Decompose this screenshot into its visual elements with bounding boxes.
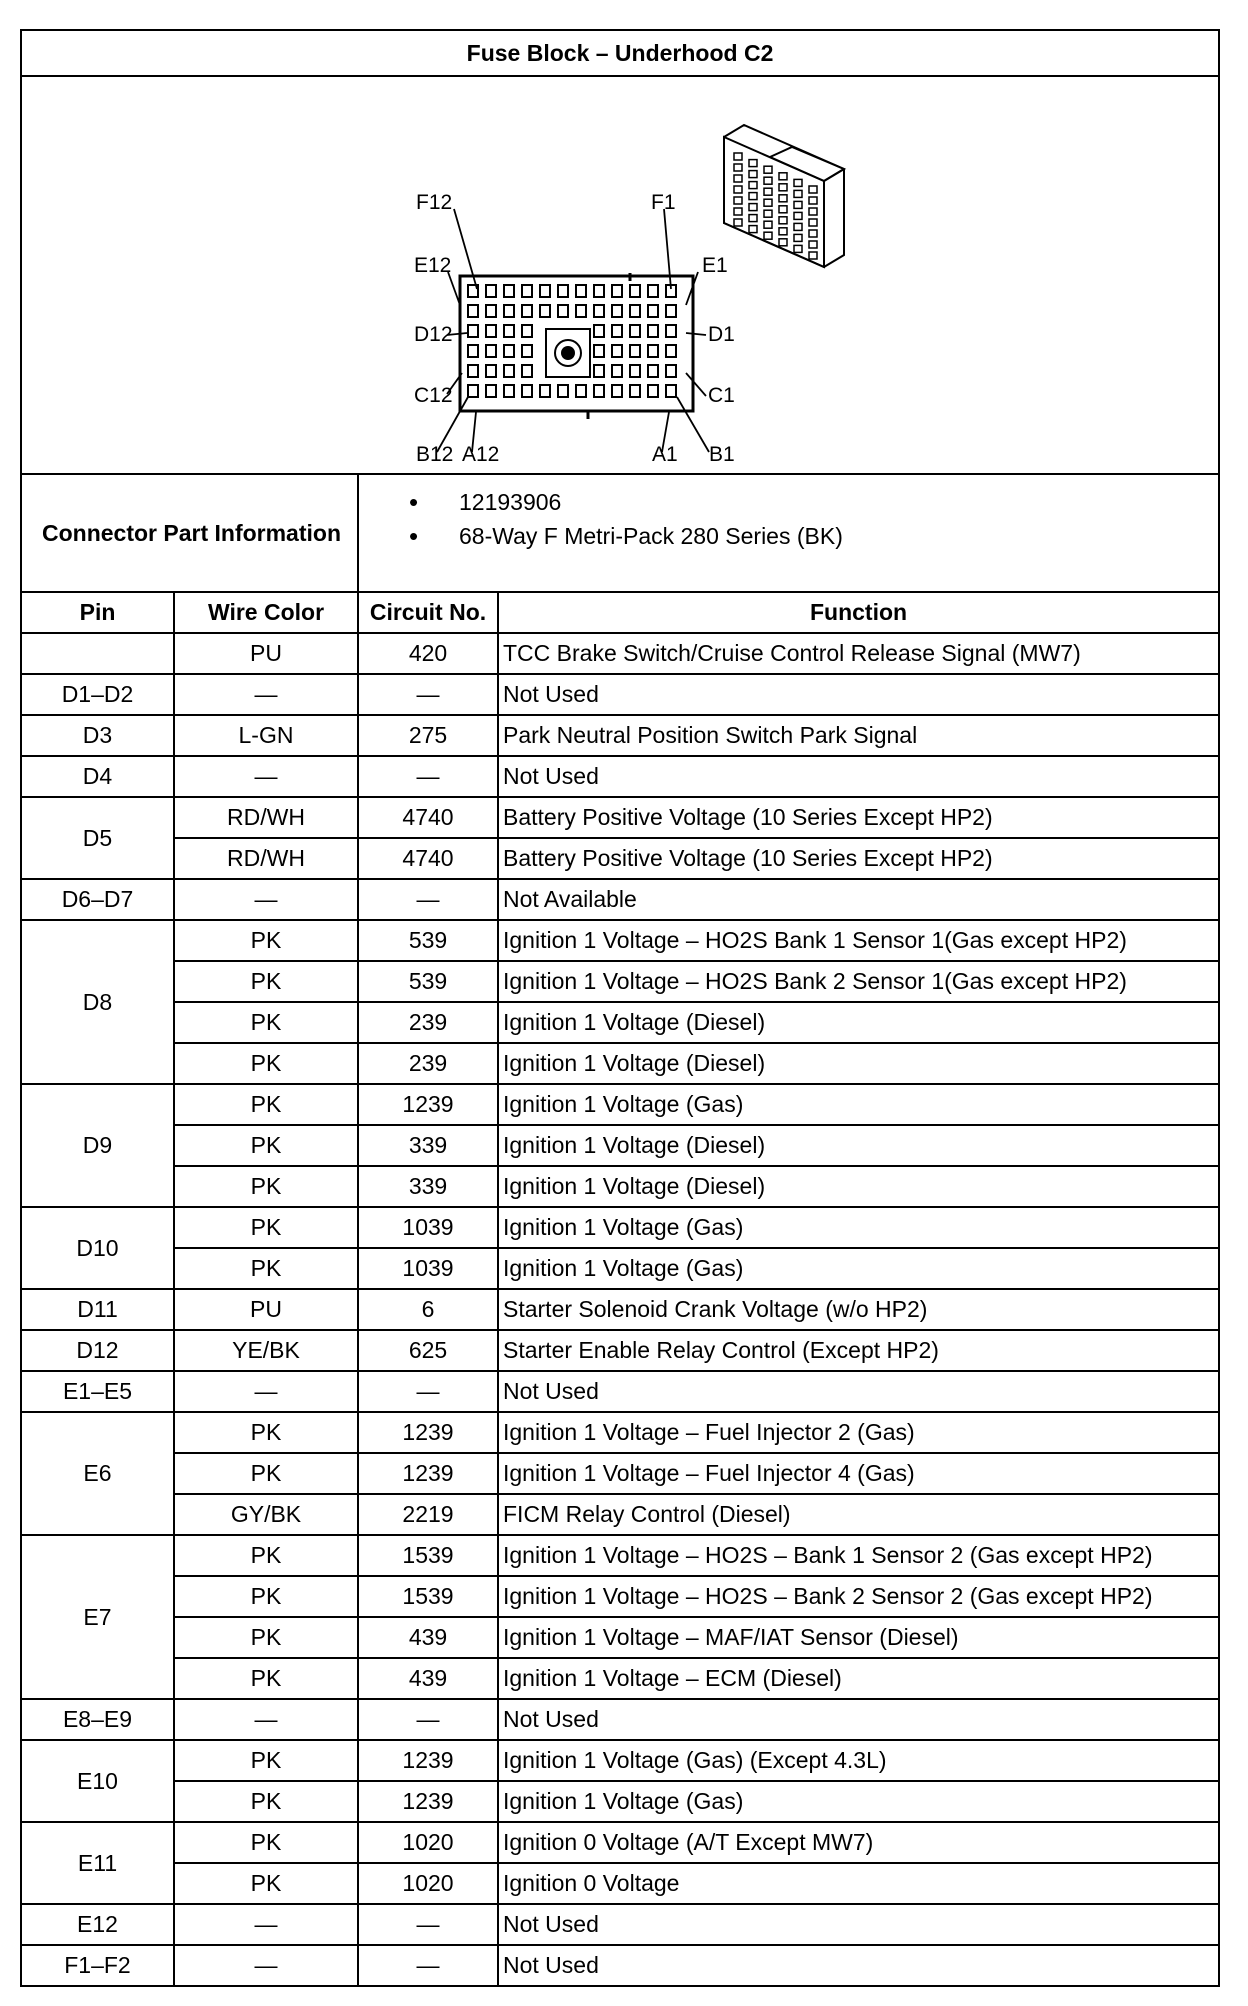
table-row [21,1002,1219,1043]
table-row [21,920,1219,961]
function-cell: Park Neutral Position Switch Park Signal [498,715,1219,756]
function-cell: Ignition 0 Voltage [498,1863,1219,1904]
label-b12: B12 [416,443,454,466]
function-cell: Not Used [498,674,1219,715]
circuit-cell: 1020 [358,1863,498,1904]
iso-cavity [794,190,802,197]
function-cell: Not Used [498,1945,1219,1986]
table-row [21,961,1219,1002]
table-row [21,797,1219,838]
iso-cavity [734,175,742,182]
connector-3d-illustration [724,125,844,267]
function-cell: Ignition 1 Voltage (Diesel) [498,1002,1219,1043]
wire-color-cell: PK [174,1453,358,1494]
iso-cavity [734,208,742,215]
cavity [522,325,532,337]
iso-cavity [764,177,772,184]
wire-color-cell: PK [174,1125,358,1166]
function-cell: Not Used [498,1699,1219,1740]
table-row [21,1084,1219,1125]
cavity [612,385,622,397]
cavity [666,345,676,357]
pin-cell: D5 [21,797,174,879]
circuit-cell: — [358,879,498,920]
circuit-cell: 439 [358,1617,498,1658]
cavity [468,385,478,397]
column-header-wire-color: Wire Color [174,592,358,633]
circuit-cell: 1020 [358,1822,498,1863]
cavity [486,385,496,397]
table-row [21,1740,1219,1781]
cavity [594,285,604,297]
function-cell: Ignition 1 Voltage (Gas) [498,1084,1219,1125]
wire-color-cell: PK [174,1412,358,1453]
table-row [21,1166,1219,1207]
cavity [630,325,640,337]
function-cell: Ignition 1 Voltage (Gas) [498,1781,1219,1822]
connector-info-label: Connector Part Information [21,474,358,592]
cavity [558,285,568,297]
cavity [468,305,478,317]
cavity [504,345,514,357]
iso-cavity [779,173,787,180]
function-cell: Ignition 1 Voltage (Gas) [498,1207,1219,1248]
pin-cell: D1–D2 [21,674,174,715]
cavity [576,385,586,397]
pin-cell: E8–E9 [21,1699,174,1740]
wire-color-cell: — [174,1945,358,1986]
circuit-cell: 1039 [358,1207,498,1248]
cavity [486,365,496,377]
wire-color-cell: PK [174,1248,358,1289]
wire-color-cell: — [174,1371,358,1412]
cavity [540,385,550,397]
label-c12: C12 [414,384,453,407]
cavity [468,345,478,357]
function-cell: Battery Positive Voltage (10 Series Except HP2) [498,797,1219,838]
function-cell: TCC Brake Switch/Cruise Control Release Signal (MW7) [498,633,1219,674]
cavity [630,345,640,357]
circuit-cell: 275 [358,715,498,756]
circuit-cell: 439 [358,1658,498,1699]
cavity [540,285,550,297]
wire-color-cell: PK [174,1740,358,1781]
table-row [21,1412,1219,1453]
circuit-cell: 339 [358,1125,498,1166]
cavity [576,305,586,317]
iso-cavity [794,223,802,230]
cavity [630,305,640,317]
iso-cavity [749,226,757,233]
cavity [594,345,604,357]
wire-color-cell: PK [174,1166,358,1207]
table-row [21,633,1219,674]
sheet-title: Fuse Block – Underhood C2 [21,30,1219,76]
pin-cell: E7 [21,1535,174,1699]
function-cell: Ignition 1 Voltage (Gas) [498,1248,1219,1289]
label-f12: F12 [416,191,453,214]
label-e1: E1 [702,254,728,277]
circuit-cell: 239 [358,1002,498,1043]
iso-cavity [779,184,787,191]
cavity [522,305,532,317]
iso-cavity [779,217,787,224]
cavity [648,365,658,377]
cavity [594,365,604,377]
iso-cavity [794,245,802,252]
function-cell: Not Used [498,1904,1219,1945]
cavity [612,285,622,297]
cavity [558,305,568,317]
function-cell: Ignition 1 Voltage (Diesel) [498,1166,1219,1207]
cavity [648,285,658,297]
iso-cavity [809,219,817,226]
pin-cell: E6 [21,1412,174,1535]
function-cell: Ignition 1 Voltage (Diesel) [498,1043,1219,1084]
label-d12: D12 [414,323,453,346]
wire-color-cell: YE/BK [174,1330,358,1371]
table-row [21,1330,1219,1371]
column-header-function: Function [498,592,1219,633]
cavity [666,325,676,337]
iso-cavity [734,164,742,171]
label-d1: D1 [708,323,735,346]
wire-color-cell: — [174,756,358,797]
wire-color-cell: PK [174,1658,358,1699]
circuit-cell: 1239 [358,1412,498,1453]
cavity [504,305,514,317]
cavity [612,325,622,337]
circuit-cell: — [358,1904,498,1945]
circuit-cell: — [358,674,498,715]
circuit-cell: 1239 [358,1453,498,1494]
circuit-cell: 4740 [358,838,498,879]
cavity [612,345,622,357]
cavity [504,285,514,297]
pin-cell: E11 [21,1822,174,1904]
table-row [21,1125,1219,1166]
wire-color-cell: PK [174,1207,358,1248]
circuit-cell: 420 [358,633,498,674]
iso-cavity [779,195,787,202]
table-row [21,1043,1219,1084]
function-cell: Ignition 1 Voltage – HO2S Bank 2 Sensor 1(Gas except HP2) [498,961,1219,1002]
circuit-cell: 339 [358,1166,498,1207]
circuit-cell: 1539 [358,1576,498,1617]
circuit-cell: — [358,1699,498,1740]
wire-color-cell: PK [174,1043,358,1084]
column-header-pin: Pin [21,592,174,633]
circuit-cell: 1239 [358,1740,498,1781]
cavity [540,305,550,317]
iso-cavity [749,160,757,167]
cavity [576,285,586,297]
iso-cavity [749,171,757,178]
table-row [21,1617,1219,1658]
circuit-cell: 239 [358,1043,498,1084]
cavity [594,385,604,397]
function-cell: Starter Solenoid Crank Voltage (w/o HP2) [498,1289,1219,1330]
cavity [522,345,532,357]
cavity [504,385,514,397]
function-cell: Starter Enable Relay Control (Except HP2) [498,1330,1219,1371]
circuit-cell: 4740 [358,797,498,838]
table-row [21,1576,1219,1617]
wire-color-cell: PK [174,1781,358,1822]
wire-color-cell: — [174,1699,358,1740]
pin-cell: E1–E5 [21,1371,174,1412]
circuit-cell: 539 [358,920,498,961]
function-cell: Ignition 1 Voltage (Gas) (Except 4.3L) [498,1740,1219,1781]
connector-diagram [21,76,1219,474]
function-cell: Battery Positive Voltage (10 Series Except HP2) [498,838,1219,879]
cavity [468,365,478,377]
table-row [21,1248,1219,1289]
wire-color-cell: — [174,879,358,920]
cavity [666,365,676,377]
wire-color-cell: L-GN [174,715,358,756]
pin-cell: D6–D7 [21,879,174,920]
wire-color-cell: — [174,674,358,715]
cavity [486,285,496,297]
cavity [648,305,658,317]
table-row [21,879,1219,920]
cavity [648,345,658,357]
pin-cell: D3 [21,715,174,756]
table-row [21,1822,1219,1863]
table-row [21,715,1219,756]
iso-cavity [734,153,742,160]
table-row [21,1658,1219,1699]
label-f1: F1 [651,191,676,214]
cavity [630,285,640,297]
function-cell: Ignition 0 Voltage (A/T Except MW7) [498,1822,1219,1863]
iso-cavity [809,241,817,248]
cavity [522,365,532,377]
circuit-cell: 625 [358,1330,498,1371]
function-cell: Not Used [498,756,1219,797]
wire-color-cell: PU [174,633,358,674]
iso-cavity [779,228,787,235]
circuit-cell: — [358,756,498,797]
function-cell: Ignition 1 Voltage – HO2S Bank 1 Sensor 1(Gas except HP2) [498,920,1219,961]
cavity [594,325,604,337]
function-cell: Not Available [498,879,1219,920]
function-cell: Ignition 1 Voltage – ECM (Diesel) [498,1658,1219,1699]
pin-cell: F1–F2 [21,1945,174,1986]
iso-cavity [794,201,802,208]
function-cell: Ignition 1 Voltage – Fuel Injector 2 (Gas) [498,1412,1219,1453]
wire-color-cell: PK [174,961,358,1002]
table-row [21,1371,1219,1412]
wire-color-cell: PK [174,1617,358,1658]
pin-cell: E10 [21,1740,174,1822]
wire-color-cell: PK [174,1863,358,1904]
label-a1: A1 [652,443,678,466]
cavity [468,325,478,337]
circuit-cell: 6 [358,1289,498,1330]
table-row [21,1904,1219,1945]
cavity [522,285,532,297]
iso-cavity [764,188,772,195]
function-cell: Ignition 1 Voltage – HO2S – Bank 1 Sensor 2 (Gas except HP2) [498,1535,1219,1576]
cavity [612,365,622,377]
pin-cell: D12 [21,1330,174,1371]
label-b1: B1 [709,443,735,466]
label-c1: C1 [708,384,735,407]
table-row [21,1781,1219,1822]
iso-cavity [734,186,742,193]
function-cell: Ignition 1 Voltage – HO2S – Bank 2 Sensor 2 (Gas except HP2) [498,1576,1219,1617]
cavity [486,325,496,337]
iso-cavity [764,199,772,206]
iso-cavity [809,252,817,259]
cavity [558,385,568,397]
cavity [504,365,514,377]
pinout-sheet [20,29,1218,1987]
table-row [21,1289,1219,1330]
label-a12: A12 [462,443,500,466]
iso-cavity [734,219,742,226]
circuit-cell: — [358,1945,498,1986]
cavity [522,385,532,397]
wire-color-cell: PK [174,1576,358,1617]
wire-color-cell: PK [174,1002,358,1043]
iso-cavity [794,234,802,241]
pin-cell: D8 [21,920,174,1084]
iso-cavity [779,239,787,246]
wire-color-cell: PK [174,1822,358,1863]
circuit-cell: 1239 [358,1084,498,1125]
pin-cell: D11 [21,1289,174,1330]
iso-cavity [794,179,802,186]
table-row [21,1945,1219,1986]
cavity [666,305,676,317]
function-cell: Not Used [498,1371,1219,1412]
cavity [486,345,496,357]
wire-color-cell: PK [174,1535,358,1576]
iso-cavity [779,206,787,213]
circuit-cell: 539 [358,961,498,1002]
cavity [666,385,676,397]
iso-cavity [749,204,757,211]
function-cell: Ignition 1 Voltage – MAF/IAT Sensor (Diesel) [498,1617,1219,1658]
table-row [21,838,1219,879]
iso-cavity [734,197,742,204]
iso-cavity [764,232,772,239]
pin-cell: E12 [21,1904,174,1945]
iso-cavity [749,182,757,189]
cavity [612,305,622,317]
cavity [630,365,640,377]
wire-color-cell: PK [174,920,358,961]
iso-cavity [809,230,817,237]
connector-part-number: • 12193906 [409,485,1218,519]
circuit-cell: 1239 [358,1781,498,1822]
cavity [630,385,640,397]
iso-cavity [809,208,817,215]
connector-face-view [22,77,1216,468]
function-cell: Ignition 1 Voltage – Fuel Injector 4 (Gas) [498,1453,1219,1494]
table-row [21,1535,1219,1576]
iso-cavity [764,210,772,217]
cavity [648,325,658,337]
cavity [486,305,496,317]
function-cell: FICM Relay Control (Diesel) [498,1494,1219,1535]
table-row [21,674,1219,715]
circuit-cell: 1039 [358,1248,498,1289]
iso-cavity [749,193,757,200]
wire-color-cell: PU [174,1289,358,1330]
iso-cavity [764,166,772,173]
iso-cavity [809,197,817,204]
wire-color-cell: GY/BK [174,1494,358,1535]
column-header-circuit: Circuit No. [358,592,498,633]
function-cell: Ignition 1 Voltage (Diesel) [498,1125,1219,1166]
cavity [648,385,658,397]
wire-color-cell: RD/WH [174,838,358,879]
cavity [504,325,514,337]
circuit-cell: 2219 [358,1494,498,1535]
wire-color-cell: PK [174,1084,358,1125]
table-row [21,1453,1219,1494]
table-row [21,1494,1219,1535]
pin-cell: D10 [21,1207,174,1289]
wire-color-cell: RD/WH [174,797,358,838]
table-row [21,1863,1219,1904]
circuit-cell: — [358,1371,498,1412]
connector-description: • 68-Way F Metri-Pack 280 Series (BK) [409,519,1218,553]
wire-color-cell: — [174,1904,358,1945]
connector-info-values [358,474,1219,592]
pin-cell: D9 [21,1084,174,1207]
cavity [594,305,604,317]
circuit-cell: 1539 [358,1535,498,1576]
iso-cavity [764,221,772,228]
pin-cell: D4 [21,756,174,797]
label-e12: E12 [414,254,452,277]
table-row [21,756,1219,797]
pin-rows [21,633,1219,1986]
table-row [21,1207,1219,1248]
table-row [21,1699,1219,1740]
pinout-table [20,29,1220,1987]
iso-cavity [794,212,802,219]
iso-cavity [749,215,757,222]
pin-cell [21,633,174,674]
iso-cavity [809,186,817,193]
